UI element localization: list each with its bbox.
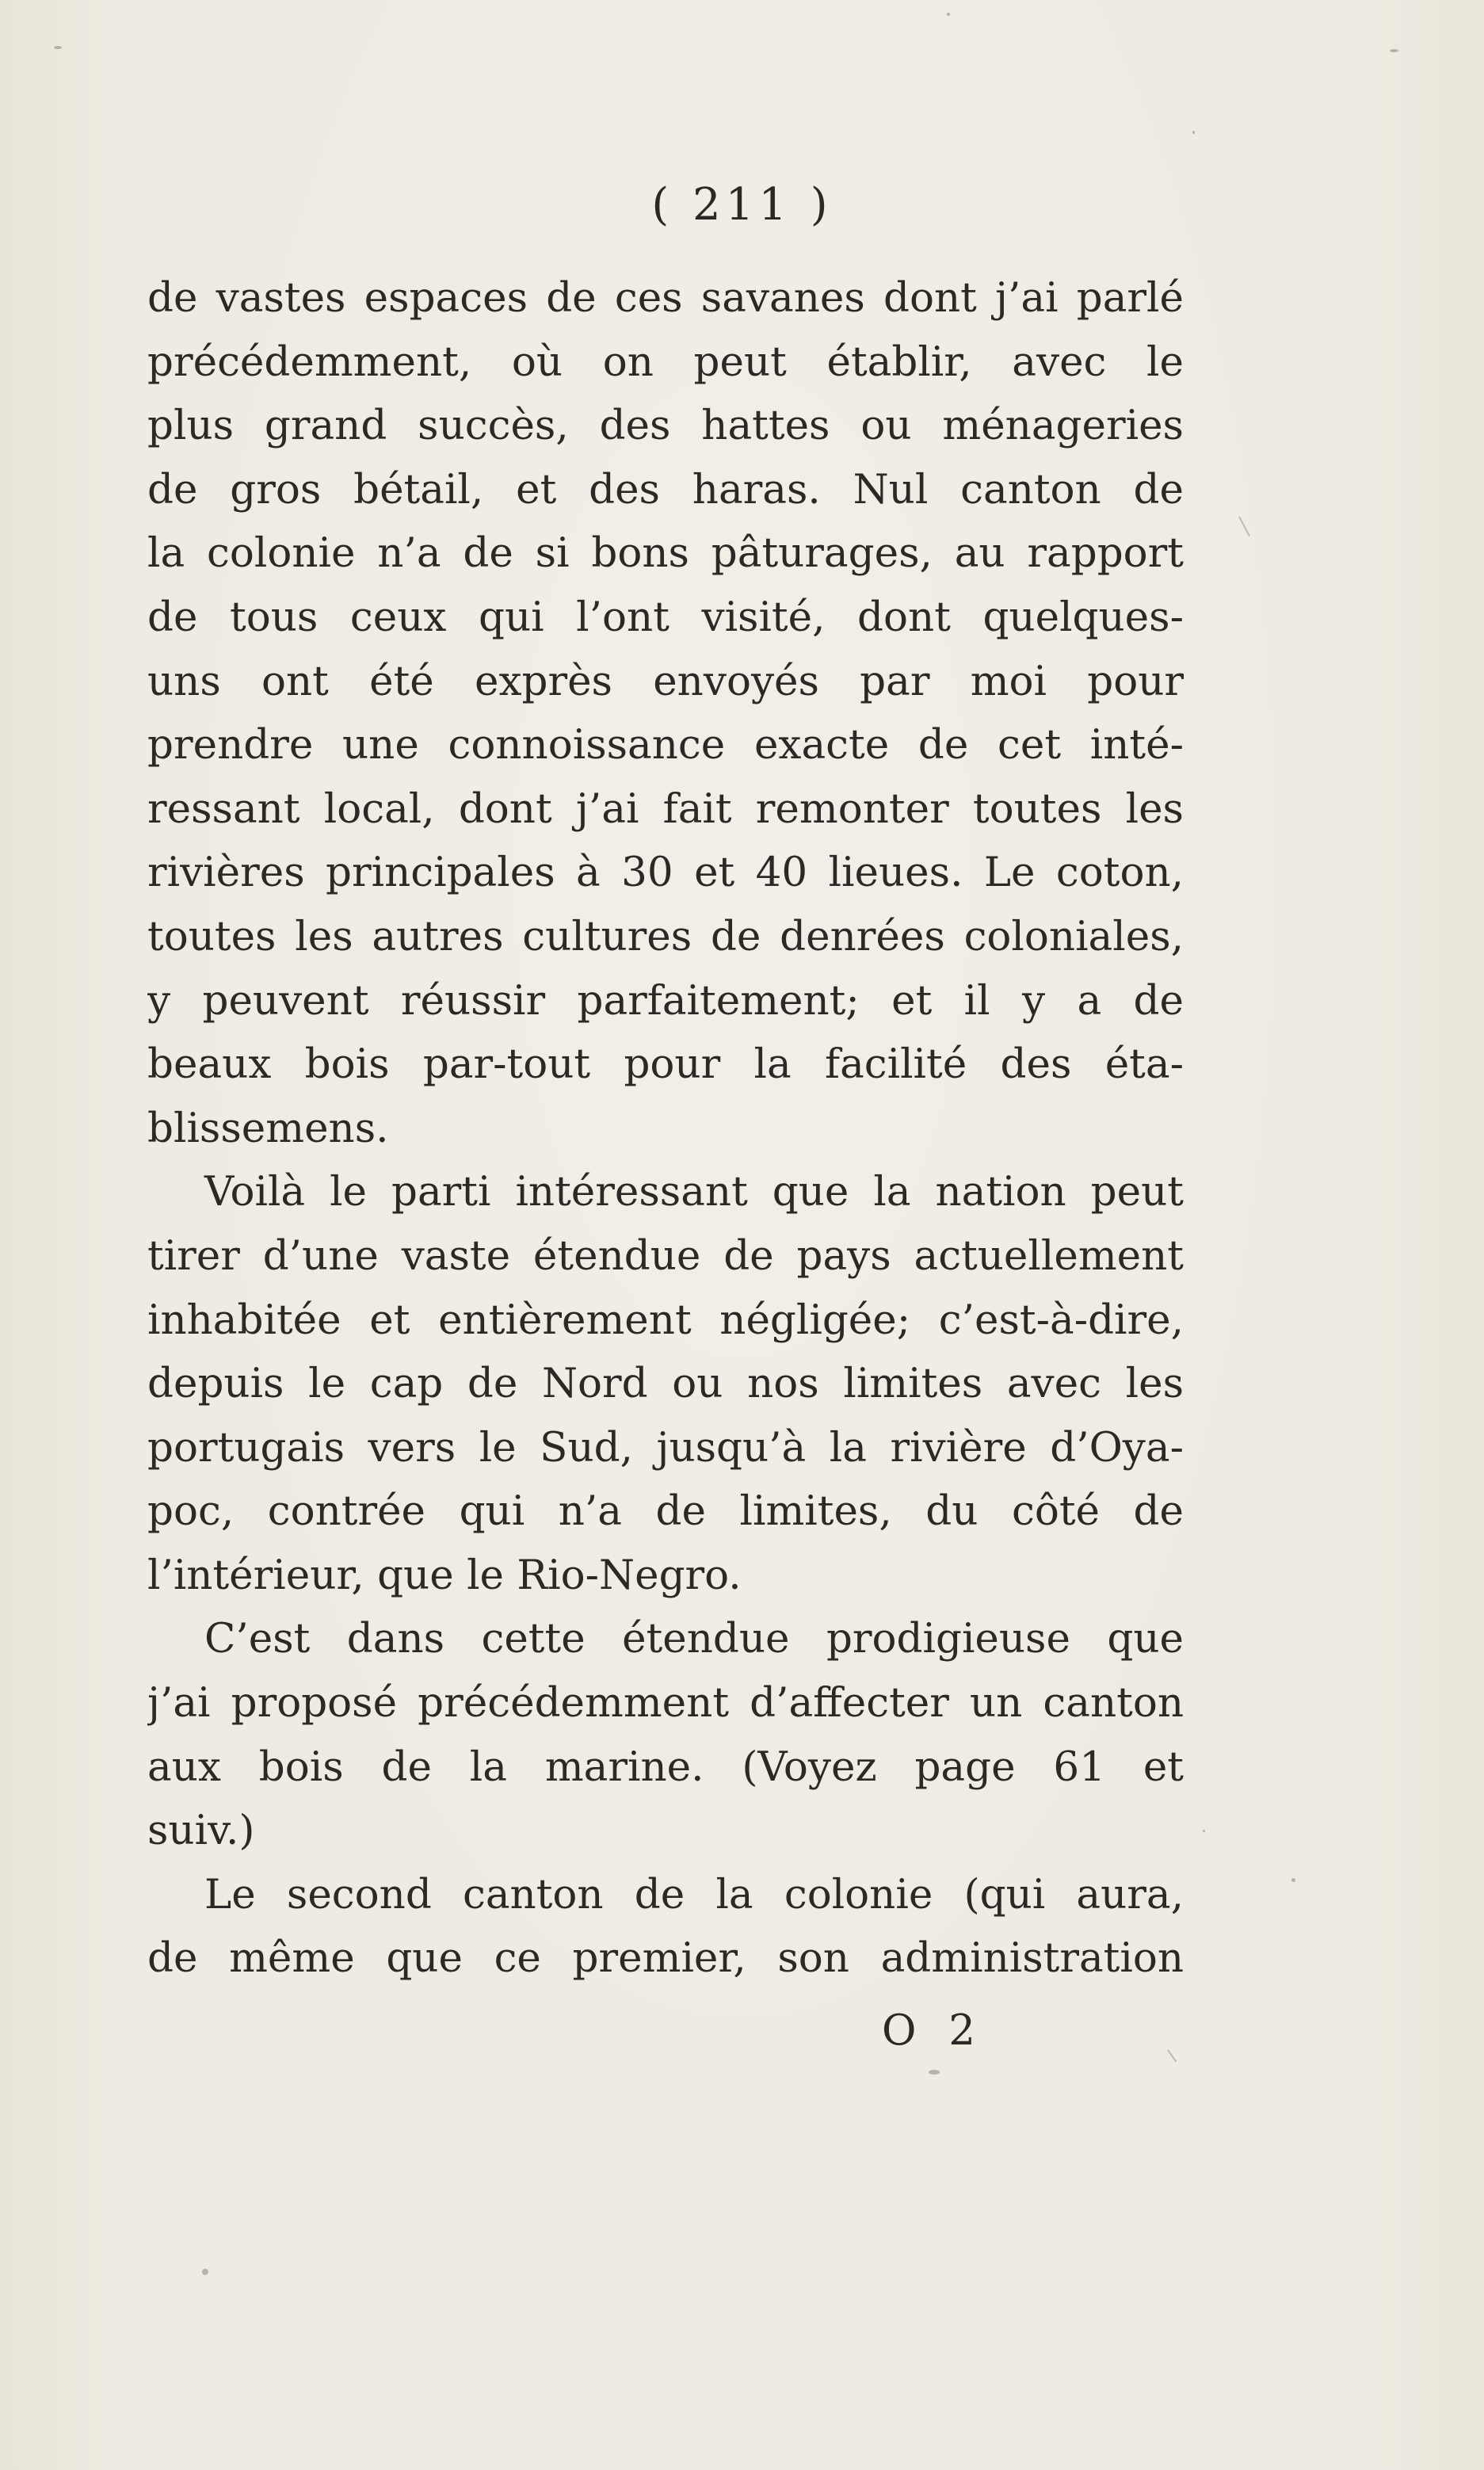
paper-speck <box>1390 49 1398 52</box>
text-line: j’ai proposé précédemment d’affecter un canton <box>147 1679 1184 1727</box>
text-line: de même que ce premier, son administration <box>147 1934 1184 1983</box>
text-line: tirer d’une vaste étendue de pays actuellement <box>147 1231 1184 1280</box>
paper-mark <box>1167 2049 1177 2062</box>
paper-speck <box>929 2070 940 2075</box>
text-line: rivières principales à 30 et 40 lieues. Le coton, <box>147 849 1184 897</box>
text-line: y peuvent réussir parfaitement; et il y a de <box>147 976 1184 1025</box>
text-line: uns ont été exprès envoyés par moi pour <box>147 657 1184 705</box>
text-line: toutes les autres cultures de denrées coloniales, <box>147 912 1184 960</box>
text-line: inhabitée et entièrement négligée; c’est-à-dire, <box>147 1296 1184 1344</box>
text-line: beaux bois par-tout pour la facilité des éta- <box>147 1040 1184 1089</box>
text-line: Le second canton de la colonie (qui aura, <box>204 1870 1184 1918</box>
text-line: poc, contrée qui n’a de limites, du côté de <box>147 1487 1184 1536</box>
text-line: plus grand succès, des hattes ou ménageries <box>147 402 1184 450</box>
text-line: aux bois de la marine. (Voyez page 61 et <box>147 1743 1184 1791</box>
text-line: l’intérieur, que le Rio-Negro. <box>147 1551 742 1599</box>
text-line: précédemment, où on peut établir, avec le <box>147 338 1184 386</box>
text-line: ressant local, dont j’ai fait remonter toutes les <box>147 785 1184 833</box>
paper-speck <box>1192 131 1195 134</box>
paper-speck <box>54 46 62 49</box>
text-line: portugais vers le Sud, jusqu’à la rivière d’Oya- <box>147 1423 1184 1472</box>
text-line: Voilà le parti intéressant que la nation peut <box>204 1168 1184 1216</box>
page-text <box>147 266 1184 1991</box>
text-line: la colonie n’a de si bons pâturages, au rapport <box>147 529 1184 578</box>
signature-mark: O 2 <box>881 2006 986 2055</box>
paper-speck <box>202 2269 208 2275</box>
text-line: de gros bétail, et des haras. Nul canton de <box>147 465 1184 513</box>
text-line: prendre une connoissance exacte de cet inté- <box>147 721 1184 769</box>
page-number: ( 211 ) <box>651 179 833 231</box>
paper-speck <box>947 13 950 16</box>
text-line: blissemens. <box>147 1104 389 1152</box>
text-line: de vastes espaces de ces savanes dont j’ai parlé <box>147 274 1184 322</box>
text-line: de tous ceux qui l’ont visité, dont quelques- <box>147 593 1184 641</box>
paper-mark <box>1238 517 1250 537</box>
text-line: depuis le cap de Nord ou nos limites avec les <box>147 1360 1184 1408</box>
text-line: suiv.) <box>147 1807 255 1855</box>
paper-speck <box>1291 1878 1295 1882</box>
text-line: C’est dans cette étendue prodigieuse que <box>204 1615 1184 1663</box>
paper-speck <box>1203 1830 1205 1832</box>
